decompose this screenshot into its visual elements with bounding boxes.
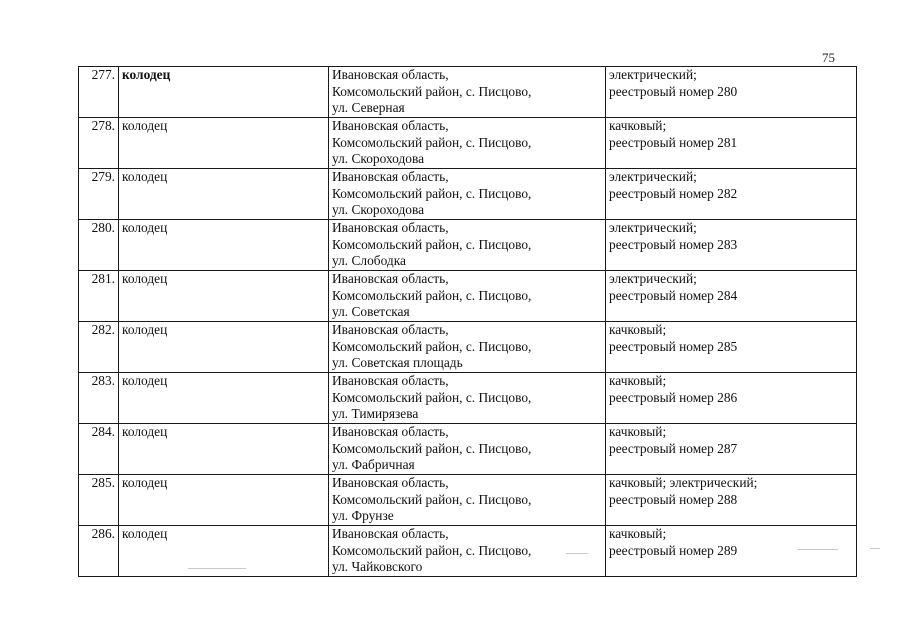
address-cell (329, 424, 606, 475)
address-region: Ивановская область, (332, 67, 449, 82)
object-type: колодец (122, 322, 168, 337)
address-district: Комсомольский район, с. Писцово, (332, 440, 532, 456)
address-street: ул. Северная (332, 100, 405, 116)
page-number: 75 (822, 50, 835, 65)
address-street: ул. Тимирязева (332, 406, 419, 422)
pump-type: электрический; (609, 220, 697, 235)
object-type: колодец (122, 526, 168, 541)
table-row (79, 424, 857, 475)
object-type: колодец (122, 220, 168, 235)
table-row (79, 67, 857, 118)
address-street: ул. Скороходова (332, 151, 425, 167)
address-district: Комсомольский район, с. Писцово, (332, 134, 532, 150)
row-number-cell: 282. (79, 322, 119, 373)
address-cell (329, 118, 606, 169)
address-cell (329, 169, 606, 220)
registry-number: реестровый номер 286 (609, 389, 738, 405)
notes-cell (606, 169, 857, 220)
pump-type: качковый; (609, 322, 667, 337)
object-type: колодец (122, 118, 168, 133)
pump-type: качковый; (609, 424, 667, 439)
registry-number: реестровый номер 288 (609, 491, 738, 507)
object-type-cell (119, 271, 329, 322)
address-district: Комсомольский район, с. Писцово, (332, 83, 532, 99)
pump-type: качковый; электрический; (609, 475, 758, 490)
registry-number: реестровый номер 281 (609, 134, 738, 150)
notes-cell (606, 475, 857, 526)
table-row (79, 271, 857, 322)
object-type: колодец (122, 169, 168, 184)
pump-type: электрический; (609, 271, 697, 286)
address-cell (329, 373, 606, 424)
address-district: Комсомольский район, с. Писцово, (332, 542, 532, 558)
object-type-cell (119, 220, 329, 271)
address-cell (329, 271, 606, 322)
address-region: Ивановская область, (332, 373, 449, 388)
address-region: Ивановская область, (332, 118, 449, 133)
address-street: ул. Фабричная (332, 457, 415, 473)
object-type-cell (119, 67, 329, 118)
address-street: ул. Чайковского (332, 559, 423, 575)
registry-number: реестровый номер 289 (609, 542, 738, 558)
registry-table-body (79, 67, 857, 577)
object-type-cell (119, 373, 329, 424)
address-street: ул. Скороходова (332, 202, 425, 218)
scan-artifact (188, 568, 246, 569)
address-cell (329, 67, 606, 118)
notes-cell (606, 67, 857, 118)
row-number-cell: 284. (79, 424, 119, 475)
registry-number: реестровый номер 283 (609, 236, 738, 252)
address-cell (329, 475, 606, 526)
table-row (79, 322, 857, 373)
notes-cell (606, 526, 857, 577)
scan-artifact (566, 553, 588, 554)
address-street: ул. Слободка (332, 253, 406, 269)
object-type-cell (119, 322, 329, 373)
notes-cell (606, 118, 857, 169)
registry-number: реестровый номер 282 (609, 185, 738, 201)
registry-number: реестровый номер 284 (609, 287, 738, 303)
table-row (79, 169, 857, 220)
row-number-cell: 277. (79, 67, 119, 118)
scan-artifact (870, 548, 880, 549)
notes-cell (606, 322, 857, 373)
pump-type: электрический; (609, 67, 697, 82)
address-region: Ивановская область, (332, 220, 449, 235)
object-type-cell (119, 424, 329, 475)
notes-cell (606, 424, 857, 475)
address-cell (329, 220, 606, 271)
address-district: Комсомольский район, с. Писцово, (332, 338, 532, 354)
table-row (79, 118, 857, 169)
row-number-cell: 280. (79, 220, 119, 271)
address-district: Комсомольский район, с. Писцово, (332, 491, 532, 507)
address-region: Ивановская область, (332, 424, 449, 439)
address-district: Комсомольский район, с. Писцово, (332, 389, 532, 405)
address-region: Ивановская область, (332, 475, 449, 490)
scan-artifact (798, 549, 838, 550)
address-region: Ивановская область, (332, 169, 449, 184)
pump-type: качковый; (609, 373, 667, 388)
table-row (79, 220, 857, 271)
notes-cell (606, 271, 857, 322)
table-row (79, 373, 857, 424)
registry-table (78, 66, 857, 577)
row-number-cell: 279. (79, 169, 119, 220)
registry-number: реестровый номер 285 (609, 338, 738, 354)
row-number-cell: 285. (79, 475, 119, 526)
address-district: Комсомольский район, с. Писцово, (332, 236, 532, 252)
pump-type: качковый; (609, 526, 667, 541)
registry-number: реестровый номер 287 (609, 440, 738, 456)
row-number-cell: 283. (79, 373, 119, 424)
address-region: Ивановская область, (332, 322, 449, 337)
notes-cell (606, 220, 857, 271)
address-district: Комсомольский район, с. Писцово, (332, 287, 532, 303)
registry-number: реестровый номер 280 (609, 83, 738, 99)
pump-type: качковый; (609, 118, 667, 133)
object-type: колодец (122, 424, 168, 439)
row-number-cell: 278. (79, 118, 119, 169)
table-row (79, 475, 857, 526)
address-street: ул. Фрунзе (332, 508, 394, 524)
object-type: колодец (122, 271, 168, 286)
object-type: колодец (122, 475, 168, 490)
object-type-cell (119, 475, 329, 526)
address-street: ул. Советская площадь (332, 355, 463, 371)
pump-type: электрический; (609, 169, 697, 184)
row-number-cell: 281. (79, 271, 119, 322)
row-number-cell: 286. (79, 526, 119, 577)
address-street: ул. Советская (332, 304, 410, 320)
address-cell (329, 322, 606, 373)
address-region: Ивановская область, (332, 526, 449, 541)
address-cell (329, 526, 606, 577)
object-type-cell (119, 118, 329, 169)
address-region: Ивановская область, (332, 271, 449, 286)
object-type: колодец (122, 373, 168, 388)
address-district: Комсомольский район, с. Писцово, (332, 185, 532, 201)
object-type: колодец (122, 67, 171, 82)
notes-cell (606, 373, 857, 424)
object-type-cell (119, 169, 329, 220)
